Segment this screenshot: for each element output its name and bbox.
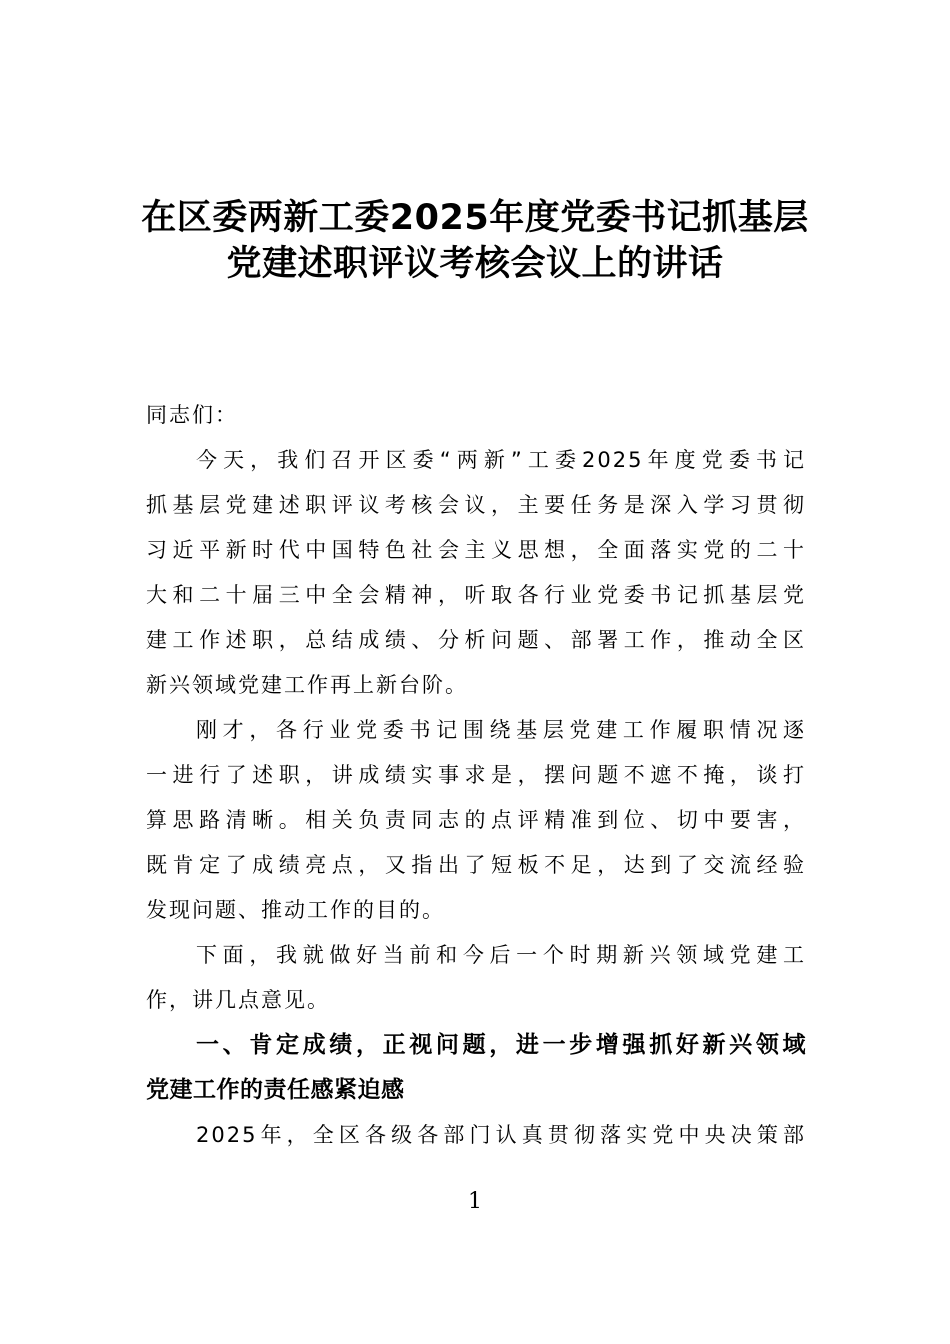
section-heading-line-2: 党建工作的责任感紧迫感 xyxy=(146,1077,405,1103)
document-title-line-2: 党建述职评议考核会议上的讲话 xyxy=(226,244,724,284)
paragraph-1-line-1: 今天，我们召开区委“两新”工委2025年度党委书记 xyxy=(196,448,806,472)
paragraph-1-line-2: 抓基层党建述职评议考核会议，主要任务是深入学习贯彻 xyxy=(146,493,806,517)
paragraph-2-line-3: 算思路清晰。相关负责同志的点评精准到位、切中要害， xyxy=(146,808,806,832)
paragraph-4-line-1: 2025年，全区各级各部门认真贯彻落实党中央决策部 xyxy=(196,1123,806,1147)
paragraph-2-line-1: 刚才，各行业党委书记围绕基层党建工作履职情况逐 xyxy=(196,718,806,742)
paragraph-1-line-6: 新兴领域党建工作再上新台阶。 xyxy=(146,673,468,697)
paragraph-2-line-5: 发现问题、推动工作的目的。 xyxy=(146,898,445,922)
paragraph-3-line-1: 下面，我就做好当前和今后一个时期新兴领域党建工 xyxy=(196,943,806,967)
paragraph-1-line-3: 习近平新时代中国特色社会主义思想，全面落实党的二十 xyxy=(146,538,806,562)
document-title-line-1: 在区委两新工委2025年度党委书记抓基层 xyxy=(141,198,809,238)
page-number: 1 xyxy=(468,1189,482,1214)
section-heading-line-1: 一、肯定成绩，正视问题，进一步增强抓好新兴领域 xyxy=(196,1032,806,1058)
paragraph-3-line-2: 作，讲几点意见。 xyxy=(146,988,330,1012)
paragraph-2-line-4: 既肯定了成绩亮点，又指出了短板不足，达到了交流经验 xyxy=(146,853,806,877)
paragraph-1-line-5: 建工作述职，总结成绩、分析问题、部署工作，推动全区 xyxy=(146,628,806,652)
paragraph-2-line-2: 一进行了述职，讲成绩实事求是，摆问题不遮不掩，谈打 xyxy=(146,763,806,787)
paragraph-1-line-4: 大和二十届三中全会精神，听取各行业党委书记抓基层党 xyxy=(146,583,806,607)
salutation: 同志们： xyxy=(146,403,238,427)
